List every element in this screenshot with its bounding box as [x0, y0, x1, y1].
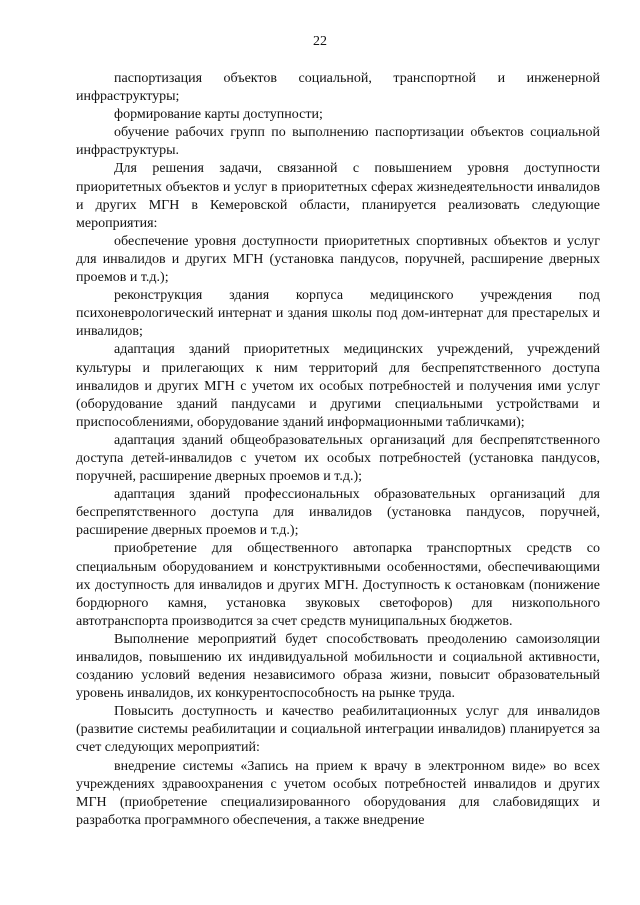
paragraph: реконструкция здания корпуса медицинского учреждения под психоневрологический интернат и здания школы под дом-интернат для престарелых и инвалидов; — [76, 288, 600, 340]
paragraph: обеспечение уровня доступности приоритетных спортивных объектов и услуг для инвалидов и других МГН (установка пандусов, поручней, расширение дверных проемов и т.д.); — [76, 233, 600, 286]
paragraph: приобретение для общественного автопарка транспортных средств со специальным оборудованием и конструктивными особенностями, обеспечивающими их доступность для инвалидов и других МГН. Доступность к остановкам (понижение бордюрного камня, установка звуковых светофоров) для низкопольного автотранспорта производится за счет средств муниципальных бюджетов. — [76, 541, 600, 629]
page-number: 22 — [313, 34, 327, 49]
paragraph: обучение рабочих групп по выполнению паспортизации объектов социальной инфраструктуры. — [76, 125, 600, 159]
paragraph: паспортизация объектов социальной, транспортной и инженерной инфраструктуры; — [76, 71, 600, 105]
paragraph: Выполнение мероприятий будет способствовать преодолению самоизоляции инвалидов, повышению их индивидуальной мобильности и социальной активности, созданию условий ведения независимого образа жизни, повысит образовательный уровень инвалидов, их конкурентоспособность на рынке труда. — [76, 631, 600, 702]
paragraph: Повысить доступность и качество реабилитационных услуг для инвалидов (развитие системы реабилитации и социальной интеграции инвалидов) планируется за счет следующих мероприятий: — [76, 704, 600, 756]
paragraph: адаптация зданий профессиональных образовательных организаций для беспрепятственного доступа для инвалидов (установка пандусов, поручней, расширение дверных проемов и т.д.); — [76, 487, 600, 539]
body-text — [76, 70, 600, 830]
paragraph: Для решения задачи, связанной с повышением уровня доступности приоритетных объектов и услуг в приоритетных сферах жизнедеятельности инвалидов и других МГН в Кемеровской области, планируется реализовать следующие мероприятия: — [76, 161, 600, 231]
paragraph: формирование карты доступности; — [114, 107, 323, 123]
paragraph: внедрение системы «Запись на прием к врачу в электронном виде» во всех учреждениях здравоохранения с учетом особых потребностей инвалидов и других МГН (приобретение специализированного оборудования для слабовидящих и разработка программного обеспечения, а также внедрение — [76, 758, 600, 828]
paragraph: адаптация зданий общеобразовательных организаций для беспрепятственного доступа детей-инвалидов с учетом их особых потребностей (установка пандусов, поручней, расширение дверных проемов и т.д.); — [76, 432, 600, 485]
paragraph: адаптация зданий приоритетных медицинских учреждений, учреждений культуры и прилегающих к ним территорий для беспрепятственного доступа инвалидов и других МГН с учетом их особых потребностей и получения ими услуг (оборудование зданий пандусами и другими специальными устройствами и приспособлениями, оборудование зданий информационными табличками); — [76, 342, 600, 430]
